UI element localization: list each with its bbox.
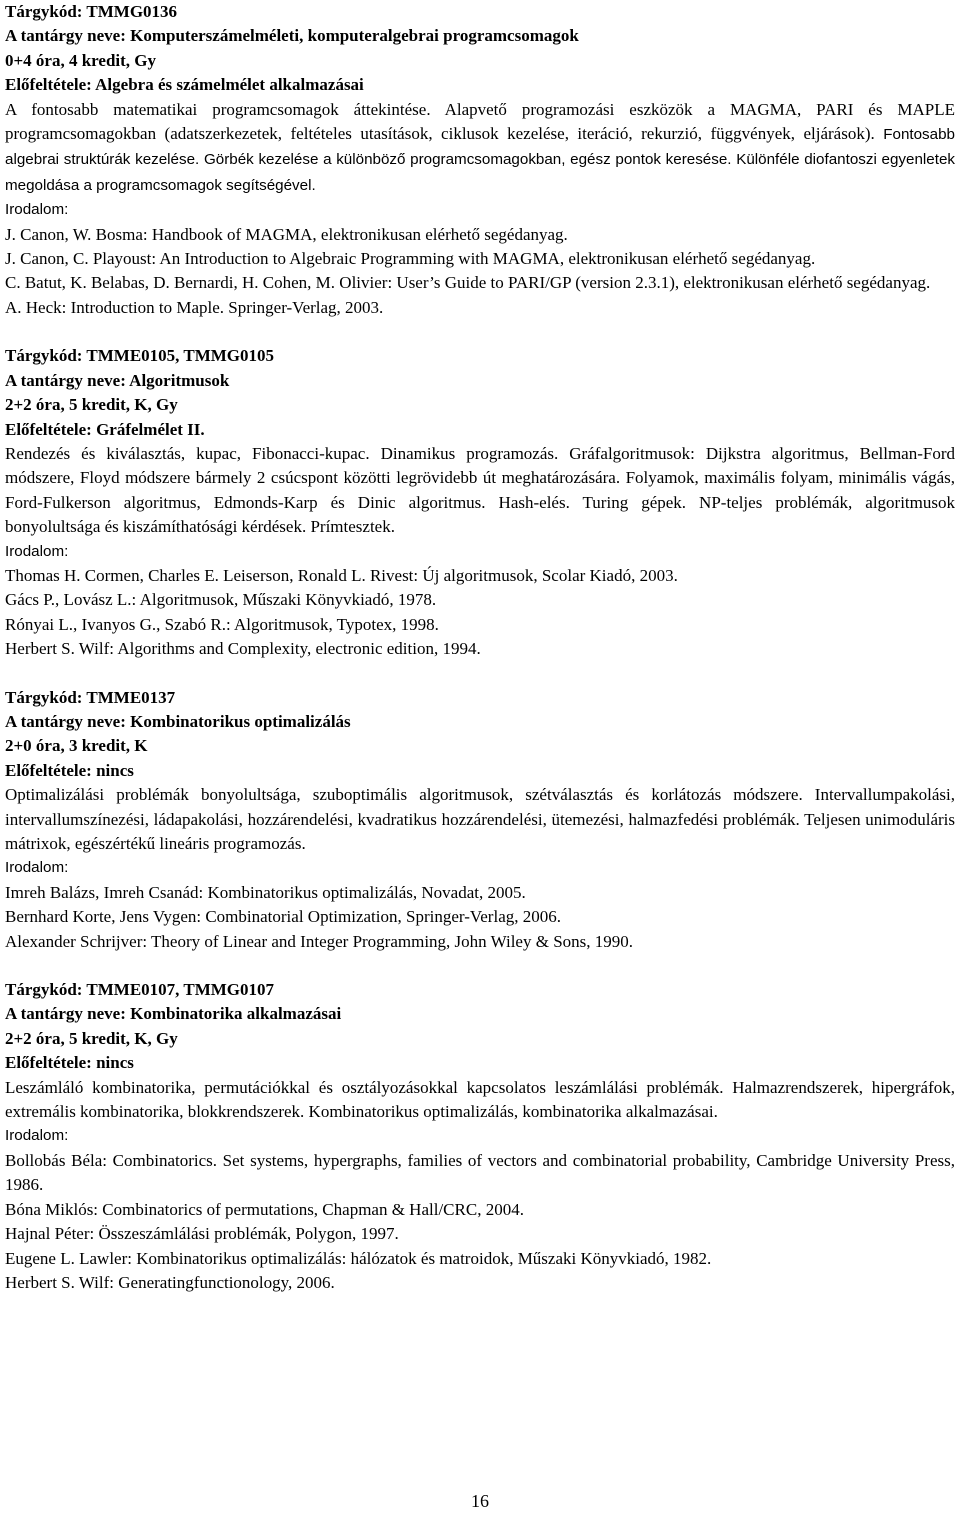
document-page <box>5 0 955 1295</box>
course-prerequisite: Előfeltétele: nincs <box>5 760 134 780</box>
literature-item: J. Canon, C. Playoust: An Introduction to Algebraic Programming with MAGMA, elektronikusan elérhető segédanyag. <box>5 249 816 269</box>
literature-label: Irodalom: <box>5 542 69 560</box>
literature-label: Irodalom: <box>5 201 69 219</box>
course-description: Leszámláló kombinatorika, permutációkkal és osztályozásokkal kapcsolatos leszámlálási problémák. Halmazrendszerek, hipergráfok, extremális kombinatorika, blokkrendszerek. Kombinatorikus optimalizálás, kombinatorika alkalmazásai. <box>5 1077 955 1122</box>
course-hours: 2+0 óra, 3 kredit, K <box>5 736 148 756</box>
course-description-part: A fontosabb matematikai programcsomagok áttekintése. Alapvető programozási eszközök a MAGMA, PARI és MAPLE programcsomagokban (adatszerkezetek, feltételes utasítások, ciklusok kezelése, iteráció, rekurzió, függvények, eljárások). <box>5 99 955 144</box>
literature-item: Gács P., Lovász L.: Algoritmusok, Műszaki Könyvkiadó, 1978. <box>5 590 437 610</box>
course-prerequisite: Előfeltétele: Algebra és számelmélet alkalmazásai <box>5 75 364 95</box>
course-description-part: Fontosabb algebrai struktúrák kezelése. Görbék kezelése a különböző programcsomagokban, egész pontok keresése. Különféle diofantoszi egyenletek megoldása a programcsomagok segítségével. <box>5 126 955 194</box>
literature-label: Irodalom: <box>5 1127 69 1145</box>
literature-item: Eugene L. Lawler: Kombinatorikus optimalizálás: hálózatok és matroidok, Műszaki Könyvkiadó, 1982. <box>5 1248 712 1268</box>
literature-item: Alexander Schrijver: Theory of Linear and Integer Programming, John Wiley & Sons, 1990. <box>5 931 634 951</box>
literature-item: Bernhard Korte, Jens Vygen: Combinatorial Optimization, Springer-Verlag, 2006. <box>5 907 561 927</box>
course-hours: 2+2 óra, 5 kredit, K, Gy <box>5 1028 178 1048</box>
course-code: Tárgykód: TMME0105, TMMG0105 <box>5 346 275 366</box>
literature-item: Bóna Miklós: Combinatorics of permutations, Chapman & Hall/CRC, 2004. <box>5 1199 524 1219</box>
course-name: A tantárgy neve: Algoritmusok <box>5 370 230 390</box>
course-tmmg0136 <box>5 0 955 320</box>
course-description: Optimalizálási problémák bonyolultsága, szuboptimális algoritmusok, szétválasztás és korlátozás módszere. Intervallumpakolási, intervallumszínezési, ládapakolási, hozzárendelési, kvadratikus hozzárendelési, ütemezési, halmazfedési problémák. Teljesen unimoduláris mátrixok, egészértékű lineáris programozás. <box>5 785 955 853</box>
course-tmme0137 <box>5 686 955 954</box>
course-prerequisite: Előfeltétele: Gráfelmélet II. <box>5 419 205 439</box>
course-name: A tantárgy neve: Kombinatorikus optimalizálás <box>5 711 351 731</box>
literature-item: J. Canon, W. Bosma: Handbook of MAGMA, elektronikusan elérhető segédanyag. <box>5 224 568 244</box>
literature-item: Herbert S. Wilf: Algorithms and Complexity, electronic edition, 1994. <box>5 639 481 659</box>
course-code: Tárgykód: TMME0137 <box>5 687 176 707</box>
literature-item: Imreh Balázs, Imreh Csanád: Kombinatorikus optimalizálás, Novadat, 2005. <box>5 882 526 902</box>
course-hours: 2+2 óra, 5 kredit, K, Gy <box>5 395 178 415</box>
course-name: A tantárgy neve: Kombinatorika alkalmazásai <box>5 1004 342 1024</box>
literature-label: Irodalom: <box>5 859 69 877</box>
course-description: Rendezés és kiválasztás, kupac, Fibonacci-kupac. Dinamikus programozás. Gráfalgoritmusok: Dijkstra algoritmus, Bellman-Ford módszere, Floyd módszere bármely 2 csúcspont közötti legrövidebb út meghatározására. Folyamok, maximális folyam, minimális vágás, Ford-Fulkerson algoritmus, Edmonds-Karp és Dinic algoritmus. Hash-elés. Turing gépek. NP-teljes problémák, algoritmusok bonyolultsága és kiszámíthatósági kérdések. Prímtesztek. <box>5 443 955 537</box>
page-number: 16 <box>471 1491 489 1511</box>
literature-item: Hajnal Péter: Összeszámlálási problémák, Polygon, 1997. <box>5 1224 399 1244</box>
literature-item: Bollobás Béla: Combinatorics. Set systems, hypergraphs, families of vectors and combinatorial probability, Cambridge University Press, 1986. <box>5 1150 955 1195</box>
course-code: Tárgykód: TMMG0136 <box>5 2 178 21</box>
course-name: A tantárgy neve: Komputerszámelméleti, komputeralgebrai programcsomagok <box>5 26 579 46</box>
course-tmme0107 <box>5 978 955 1295</box>
course-description <box>5 98 955 199</box>
course-prerequisite: Előfeltétele: nincs <box>5 1053 134 1073</box>
course-code: Tárgykód: TMME0107, TMMG0107 <box>5 980 275 1000</box>
literature-item: Rónyai L., Ivanyos G., Szabó R.: Algoritmusok, Typotex, 1998. <box>5 614 439 634</box>
course-hours: 0+4 óra, 4 kredit, Gy <box>5 50 157 70</box>
literature-item: A. Heck: Introduction to Maple. Springer-Verlag, 2003. <box>5 297 384 317</box>
literature-item: C. Batut, K. Belabas, D. Bernardi, H. Cohen, M. Olivier: User’s Guide to PARI/GP (version 2.3.1), elektronikusan elérhető segédanyag. <box>5 273 931 293</box>
literature-item: Herbert S. Wilf: Generatingfunctionology, 2006. <box>5 1272 335 1292</box>
literature-item: Thomas H. Cormen, Charles E. Leiserson, Ronald L. Rivest: Új algoritmusok, Scolar Kiadó, 2003. <box>5 565 678 585</box>
course-tmme0105 <box>5 344 955 661</box>
